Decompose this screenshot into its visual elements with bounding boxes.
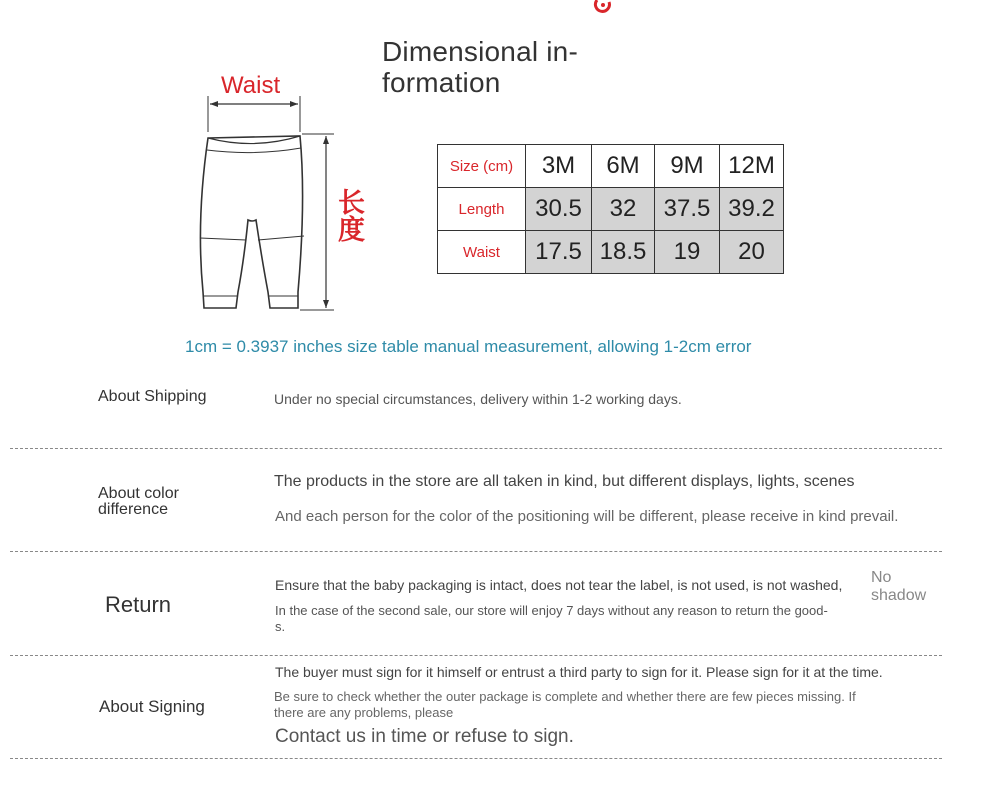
signing-label: About Signing [99,697,205,716]
table-cell: 20 [720,231,784,274]
shipping-text: Under no special circumstances, delivery within 1-2 working days. [274,391,682,407]
color-difference-label: About color difference [98,485,179,518]
color-difference-text-1: The products in the store are all taken in kind, but different displays, lights, scenes [274,473,855,490]
signing-text-1: The buyer must sign for it himself or entrust a third party to sign for it. Please sign for it at the time. [275,664,883,680]
section-divider [10,448,942,449]
section-divider [10,551,942,552]
table-row-label: Length [438,188,526,231]
brand-logo-icon [591,0,615,16]
waist-label: Waist [221,72,281,99]
table-cell: 30.5 [526,188,592,231]
signing-text-2: Be sure to check whether the outer package is complete and whether there are few pieces missing. If there are any problems, please [274,689,856,720]
table-header-cell: 6M [592,145,655,188]
table-header-cell: Size (cm) [438,145,526,188]
return-text-1: Ensure that the baby packaging is intact, does not tear the label, is not used, is not washed, [275,577,843,593]
table-cell: 19 [655,231,720,274]
section-divider [10,655,942,656]
table-row [438,188,784,231]
no-shadow-badge: No shadow [871,569,927,604]
signing-text-3: Contact us in time or refuse to sign. [275,726,574,747]
table-header-cell: 12M [720,145,784,188]
return-text-2: In the case of the second sale, our store will enjoy 7 days without any reason to return the good- s. [275,603,828,634]
table-cell: 18.5 [592,231,655,274]
table-row-label: Waist [438,231,526,274]
table-cell: 17.5 [526,231,592,274]
shipping-label: About Shipping [98,388,207,405]
length-label: 长度 [333,188,364,242]
table-cell: 37.5 [655,188,720,231]
table-cell: 39.2 [720,188,784,231]
table-header-row [438,145,784,188]
color-difference-text-2: And each person for the color of the positioning will be different, please receive in kind prevail. [275,508,899,525]
size-table [437,144,784,274]
table-row [438,231,784,274]
table-header-cell: 9M [655,145,720,188]
page-title: Dimensional in- formation [382,36,578,98]
section-divider [10,758,942,759]
conversion-note: 1cm = 0.3937 inches size table manual measurement, allowing 1-2cm error [185,337,752,356]
table-header-cell: 3M [526,145,592,188]
return-label: Return [105,592,172,617]
table-cell: 32 [592,188,655,231]
